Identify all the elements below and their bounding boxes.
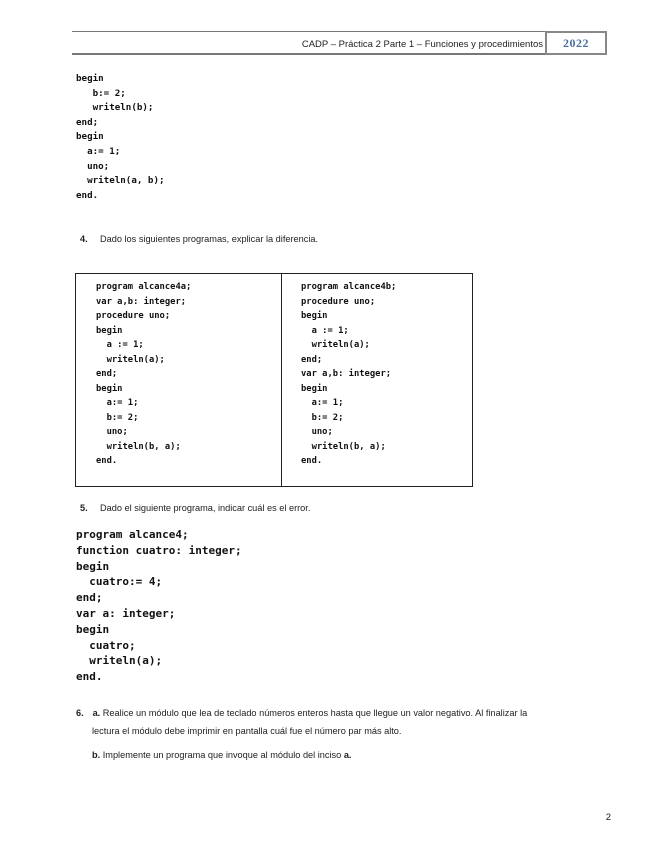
code-line: cuatro:= 4; (76, 575, 163, 589)
code-line: var a,b: integer; (96, 296, 187, 307)
code-line: writeln(b, a); (301, 441, 386, 452)
code-line: b:= 2; (96, 412, 139, 423)
code-line: end; (301, 354, 323, 365)
code-line: a := 1; (96, 340, 144, 350)
code-line: end. (76, 189, 99, 201)
code-line: begin (301, 383, 328, 394)
code-block-1 (76, 72, 165, 203)
code-line: procedure uno; (301, 296, 376, 307)
question-6-number: 6. (76, 708, 84, 718)
code-line: function cuatro: integer; (76, 543, 242, 557)
code-line: procedure uno; (96, 311, 171, 321)
question-5-text: Dado el siguiente programa, indicar cuál es el error. (100, 503, 311, 513)
question-6-part-a (76, 704, 616, 722)
header-year-box (545, 31, 607, 55)
code-line: a:= 1; (301, 398, 344, 408)
code-line: a := 1; (301, 325, 349, 336)
code-line: begin (301, 311, 328, 321)
question-6-part-b-label: b. (92, 750, 101, 760)
code-line: begin (76, 559, 110, 573)
question-6-part-a-line1: Realice un módulo que lea de teclado números enteros hasta que llegue un valor negativo. Al finalizar la (102, 708, 528, 718)
header-year: 2022 (563, 35, 589, 50)
code-line: a:= 1; (76, 145, 121, 157)
page-number: 2 (605, 812, 611, 823)
code-line: program alcance4; (76, 528, 189, 541)
page-header (72, 31, 607, 55)
question-5 (80, 503, 310, 513)
code-line: writeln(b); (76, 102, 154, 114)
question-6-part-b-text: Implemente un programa que invoque al módulo del inciso (102, 750, 342, 760)
code-line: end. (96, 456, 118, 466)
question-6-part-b (76, 746, 616, 764)
code-line: end; (76, 591, 103, 605)
question-4-number: 4. (80, 234, 88, 244)
code-line: end; (96, 369, 118, 379)
code-line: program alcance4a; (96, 282, 192, 292)
code-line: writeln(a); (96, 354, 165, 365)
code-line: writeln(a, b); (76, 175, 165, 187)
question-5-number: 5. (80, 503, 88, 513)
code-line: begin (76, 73, 104, 84)
code-line: begin (96, 383, 123, 394)
code-line: b:= 2; (76, 87, 126, 99)
header-title: CADP – Práctica 2 Parte 1 – Funciones y procedimientos (301, 39, 543, 50)
question-6-part-b-ref: a. (343, 750, 352, 760)
code-line: end; (76, 116, 99, 128)
code-line: var a: integer; (76, 606, 176, 620)
code-line: writeln(b, a); (96, 441, 181, 452)
code-line: program alcance4b; (301, 282, 397, 292)
code-line: writeln(a); (301, 340, 370, 350)
code-line: cuatro; (76, 638, 136, 652)
code-line: uno; (301, 427, 333, 437)
code-line: end. (301, 456, 323, 466)
code-block-alcance4 (76, 527, 242, 685)
code-line: b:= 2; (301, 412, 344, 423)
code-line: var a,b: integer; (301, 369, 392, 379)
code-line: uno; (96, 427, 128, 437)
program-alcance4a (96, 280, 191, 469)
question-4 (80, 234, 318, 244)
code-line: begin (76, 131, 104, 143)
code-line: begin (96, 325, 123, 336)
code-line: a:= 1; (96, 398, 139, 408)
program-alcance4b (301, 280, 396, 469)
code-line: begin (76, 622, 110, 636)
table-divider (281, 274, 282, 486)
question-6-part-a-line2: lectura el módulo debe imprimir en pantalla cuál fue el número par más alto. (92, 726, 402, 736)
code-line: end. (76, 670, 103, 684)
question-6 (76, 704, 616, 764)
program-comparison-table (75, 273, 473, 487)
code-line: writeln(a); (76, 654, 163, 668)
question-6-part-a-label: a. (92, 708, 101, 718)
question-4-text: Dado los siguientes programas, explicar la diferencia. (100, 234, 319, 244)
code-line: uno; (76, 160, 110, 172)
